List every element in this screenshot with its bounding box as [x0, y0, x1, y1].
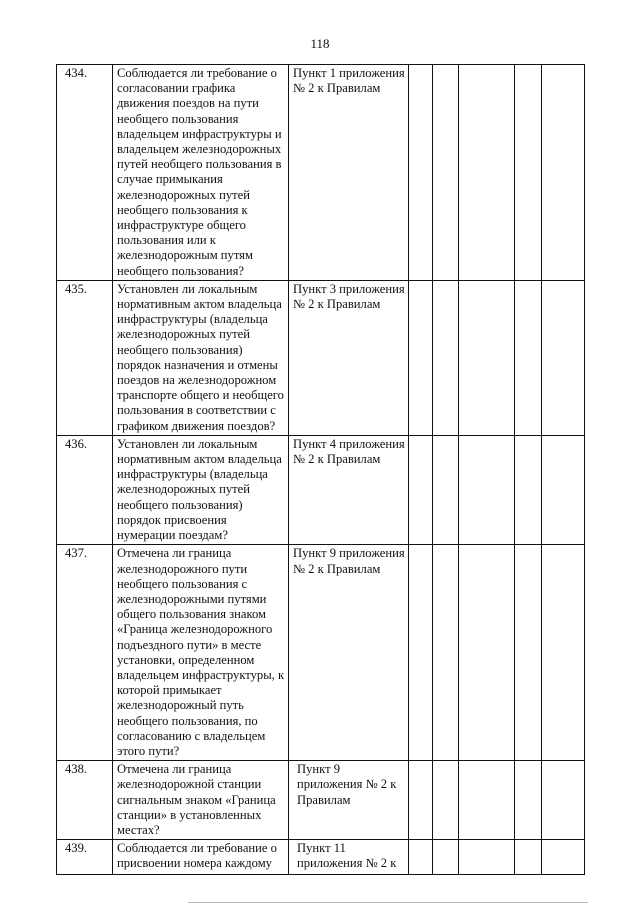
row-number: 439. — [57, 840, 113, 875]
blank-cell — [409, 280, 433, 435]
table-row — [57, 545, 585, 761]
question-text: Отмечена ли граница железнодорожной станции сигнальным знаком «Граница станции» в установленных местах? — [113, 761, 289, 840]
blank-cell — [459, 280, 515, 435]
reference-text: Пункт 4 приложения № 2 к Правилам — [289, 435, 409, 544]
blank-cell — [433, 761, 459, 840]
blank-cell — [515, 435, 542, 544]
table-row — [57, 435, 585, 544]
row-number: 438. — [57, 761, 113, 840]
blank-cell — [433, 435, 459, 544]
reference-cell — [289, 840, 409, 875]
question-text: Установлен ли локальным нормативным актом владельца инфраструктуры (владельца железнодорожных путей необщего пользования) порядок присвоения нумерации поездам? — [113, 435, 289, 544]
blank-cell — [459, 545, 515, 761]
blank-cell — [515, 65, 542, 281]
question-text: Отмечена ли граница железнодорожного пути необщего пользования с железнодорожными путями общего пользования знаком «Граница железнодорожного подъездного пути» в месте установки, определенном владельцем инфраструктуры, к которой примыкает железнодорожный путь необщего пользования, по согласованию с владельцем этого пути? — [113, 545, 289, 761]
reference-text: Пункт 9 приложения № 2 к Правилам — [289, 761, 409, 840]
blank-cell — [459, 761, 515, 840]
blank-cell — [409, 435, 433, 544]
blank-cell — [542, 280, 585, 435]
row-number: 434. — [57, 65, 113, 281]
blank-cell — [409, 840, 433, 875]
blank-cell — [409, 65, 433, 281]
row-number: 436. — [57, 435, 113, 544]
blank-cell — [515, 840, 542, 875]
row-number: 437. — [57, 545, 113, 761]
blank-cell — [433, 65, 459, 281]
checklist-table — [56, 64, 585, 875]
blank-cell — [433, 840, 459, 875]
reference-text: Пункт 1 приложения № 2 к Правилам — [289, 65, 409, 281]
question-cell — [113, 840, 289, 875]
row-number: 435. — [57, 280, 113, 435]
blank-cell — [515, 761, 542, 840]
blank-cell — [542, 761, 585, 840]
blank-cell — [459, 840, 515, 875]
blank-cell — [459, 435, 515, 544]
table-row — [57, 65, 585, 281]
blank-cell — [515, 280, 542, 435]
scan-edge-line — [188, 902, 588, 903]
reference-text: Пункт 3 приложения № 2 к Правилам — [289, 280, 409, 435]
blank-cell — [433, 545, 459, 761]
blank-cell — [542, 545, 585, 761]
blank-cell — [409, 761, 433, 840]
blank-cell — [542, 840, 585, 875]
blank-cell — [515, 545, 542, 761]
question-text: Соблюдается ли требование о присвоении номера каждому — [117, 841, 277, 871]
table-row — [57, 280, 585, 435]
blank-cell — [542, 65, 585, 281]
reference-text: Пункт 9 приложения № 2 к Правилам — [289, 545, 409, 761]
blank-cell — [433, 280, 459, 435]
reference-text: Пункт 11 приложения № 2 к — [297, 841, 397, 871]
blank-cell — [409, 545, 433, 761]
question-text: Установлен ли локальным нормативным актом владельца инфраструктуры (владельца железнодорожных путей необщего пользования) порядок назначения и отмены поездов на железнодорожном транспорте общего и необщего пользования в соответствии с графиком движения поездов? — [113, 280, 289, 435]
blank-cell — [542, 435, 585, 544]
question-text: Соблюдается ли требование о согласовании графика движения поездов на пути необщего пользования владельцем инфраструктуры и владельцем железнодорожных путей необщего пользования в случае примыкания железнодорожных путей необщего пользования к инфраструктуре общего пользования или к железнодорожным путям необщего пользования? — [113, 65, 289, 281]
page-number: 118 — [310, 36, 330, 51]
table-row — [57, 761, 585, 840]
table-row — [57, 840, 585, 875]
blank-cell — [459, 65, 515, 281]
